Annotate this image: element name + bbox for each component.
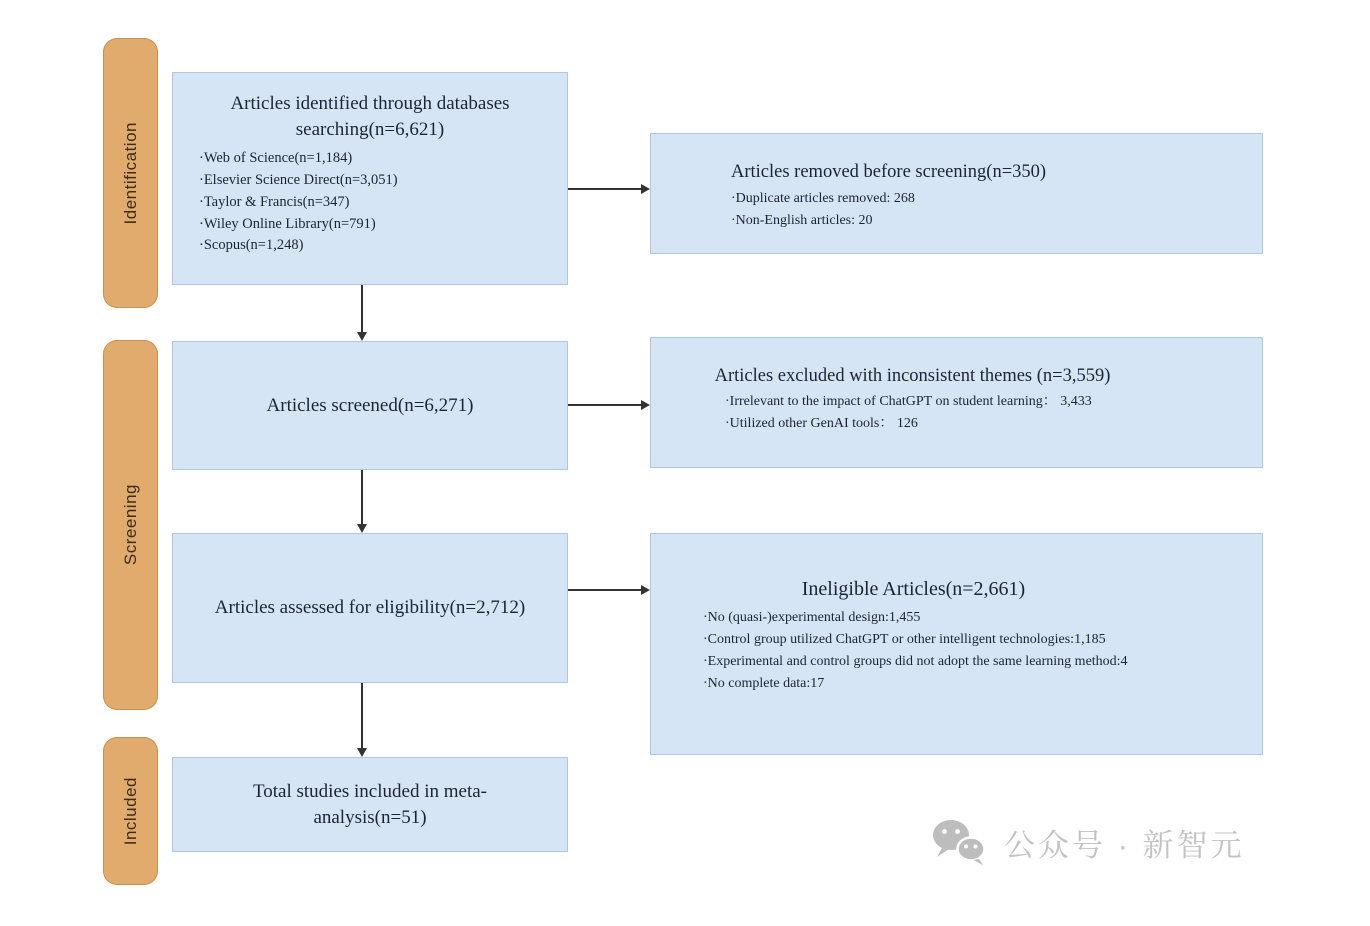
box-articles-identified xyxy=(172,72,568,285)
arrow-assessed-to-total xyxy=(361,683,363,748)
box-total-included xyxy=(172,757,568,852)
bullet-item: ·Scopus(n=1,248) xyxy=(199,237,304,254)
box-articles-removed-bullets xyxy=(731,188,1246,231)
bullet-item: ·Taylor & Francis(n=347) xyxy=(199,193,350,210)
bullet-item: ·No complete data:17 xyxy=(703,676,825,692)
box-ineligible-articles xyxy=(650,533,1263,755)
box-articles-removed-title: Articles removed before screening(n=350) xyxy=(731,162,1047,182)
box-total-included-title xyxy=(253,779,487,830)
arrowhead-right-icon xyxy=(641,585,650,595)
arrowhead-right-icon xyxy=(641,400,650,410)
arrowhead-down-icon xyxy=(357,332,367,341)
stage-screening xyxy=(103,340,158,710)
arrow-screened-to-assessed xyxy=(361,470,363,524)
bullet-item: ·Web of Science(n=1,184) xyxy=(199,150,353,167)
bullet-item: ·Elsevier Science Direct(n=3,051) xyxy=(199,172,398,189)
title-line: Total studies included in meta- xyxy=(252,780,487,802)
bullet-item: ·Control group utilized ChatGPT or other intelligent technologies:1,185 xyxy=(703,632,1106,648)
arrowhead-down-icon xyxy=(357,524,367,533)
arrow-screened-to-excluded xyxy=(568,404,641,406)
box-articles-excluded xyxy=(650,337,1263,468)
box-articles-removed xyxy=(650,133,1263,254)
box-articles-excluded-bullets xyxy=(651,391,1262,434)
box-articles-assessed-title: Articles assessed for eligibility(n=2,712) xyxy=(214,597,526,618)
arrow-assessed-to-ineligible xyxy=(568,589,641,591)
bullet-item: ·Utilized other GenAI tools： 126 xyxy=(725,415,918,431)
title-line: analysis(n=51) xyxy=(313,806,427,828)
bullet-item: ·Wiley Online Library(n=791) xyxy=(199,215,376,232)
title-line: searching(n=6,621) xyxy=(295,118,445,140)
arrow-identified-to-removed xyxy=(568,188,641,190)
box-articles-identified-bullets xyxy=(173,148,567,257)
stage-screening-label: Screening xyxy=(120,484,140,566)
box-articles-excluded-title: Articles excluded with inconsistent themes (n=3,559) xyxy=(714,366,1111,386)
bullet-item: ·Irrelevant to the impact of ChatGPT on student learning： 3,433 xyxy=(725,394,1092,410)
watermark xyxy=(930,818,1245,866)
box-articles-identified-title xyxy=(173,91,567,142)
watermark-text: 公众号 · 新智元 xyxy=(1004,827,1245,863)
stage-identification-label: Identification xyxy=(120,121,140,225)
bullet-item: ·Experimental and control groups did not adopt the same learning method:4 xyxy=(703,654,1128,670)
bullet-item: ·No (quasi-)experimental design:1,455 xyxy=(703,610,921,625)
stage-identification xyxy=(103,38,158,308)
box-articles-screened-title: Articles screened(n=6,271) xyxy=(266,394,474,416)
stage-included xyxy=(103,737,158,885)
arrowhead-down-icon xyxy=(357,748,367,757)
box-ineligible-articles-title: Ineligible Articles(n=2,661) xyxy=(801,578,1026,600)
arrowhead-right-icon xyxy=(641,184,650,194)
box-ineligible-articles-bullets xyxy=(651,607,1262,695)
title-line: Articles identified through databases xyxy=(230,93,510,114)
arrow-identified-to-screened xyxy=(361,285,363,332)
bullet-item: ·Duplicate articles removed: 268 xyxy=(731,191,915,207)
stage-included-label: Included xyxy=(120,776,140,846)
box-articles-assessed xyxy=(172,533,568,683)
box-articles-screened xyxy=(172,341,568,470)
wechat-icon xyxy=(930,818,988,866)
bullet-item: ·Non-English articles: 20 xyxy=(731,212,873,228)
